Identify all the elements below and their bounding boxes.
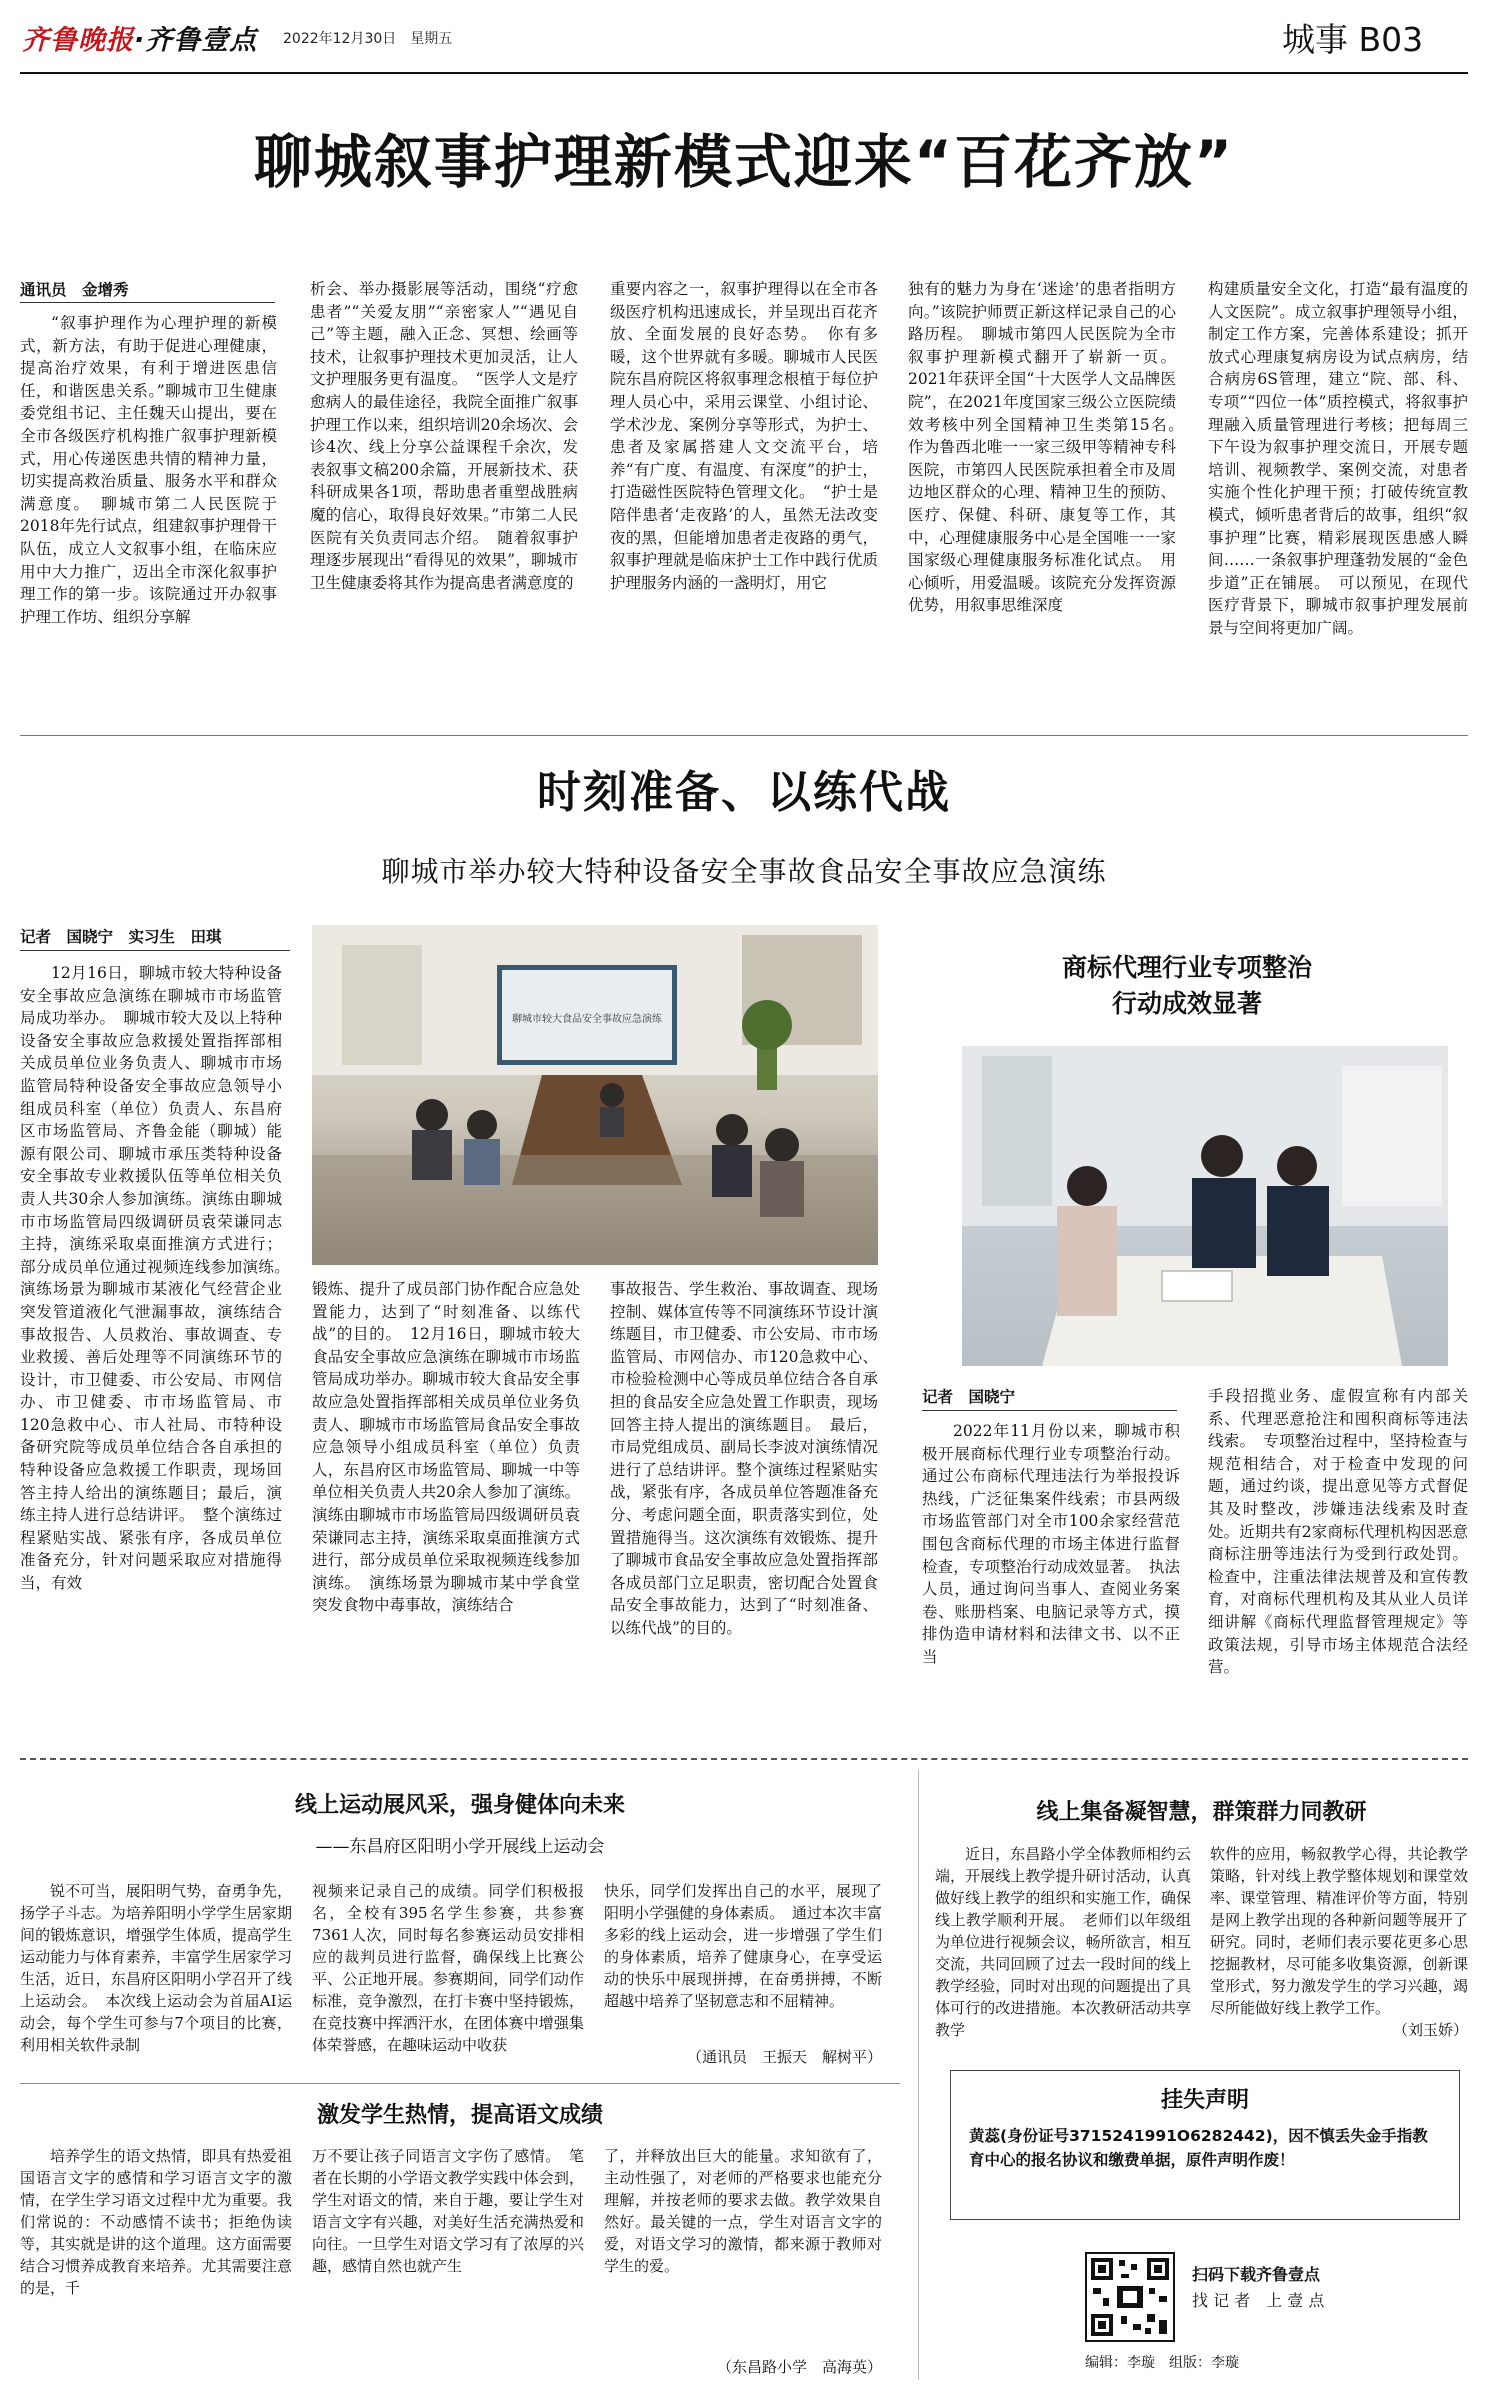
- qr-code-icon[interactable]: [1085, 2252, 1175, 2342]
- column-divider: [918, 1770, 919, 2380]
- article2-title: 时刻准备、以练代战: [537, 767, 951, 818]
- qr-caption-line1: 扫码下载齐鲁壹点: [1192, 2265, 1321, 2284]
- notice-title: 挂失声明: [1160, 2088, 1249, 2113]
- article4-divider: [20, 2083, 900, 2084]
- section-label: 城事 B03: [1282, 20, 1424, 59]
- byline-rule: [922, 1410, 1177, 1411]
- byline-rule: [20, 950, 290, 951]
- article4-col1: 锐不可当，展阳明气势，奋勇争先，扬学子斗志。为培养阳明小学学生居家期间的锻炼意识，增强学生体质，提高学生运动能力与体育素养，丰富学生居家学习生活，近日，东昌府区阳明小学召开了线上运动会。 本次线上运动会为首届AI运动会，每个学生可参与7个项目的比赛，利用相关软件录制: [20, 1882, 292, 2054]
- drill-meeting-photo: [312, 925, 878, 1265]
- notice-body: 黄蕊(身份证号3715241991O6282442)，因不慎丢失金手指教育中心的报名协议和缴费单据，原件声明作废！: [969, 2127, 1428, 2169]
- article1-col3: 重要内容之一，叙事护理得以在全市各级医疗机构迅速成长，并呈现出百花齐放、全面发展的良好态势。 你有多暖，这个世界就有多暖。聊城市人民医院东昌府院区将叙事理念根植于每位护理人员心中，采用云课堂、小组讨论、学术沙龙、案例分享等形式，为护士、患者及家属搭建人文交流平台，培养“有广度、有温度、有深度”的护士，打造磁性医院特色管理文化。 “护士是陪伴患者‘走夜路’的人，虽然无法改变夜的黑，但能增加患者走夜路的勇气，叙事护理就是临床护士工作中践行优质护理服务内涵的一盏明灯，用它: [610, 280, 878, 592]
- article5-col1: 培养学生的语文热情，即具有热爱祖国语言文字的感情和学习语言文字的激情，在学生学习语文过程中尤为重要。我们常说的：不动感情不读书；拒绝伪读等，其实就是讲的这个道理。这方面需要结合习惯养成教育来培养。尤其需要注意的是，千: [20, 2147, 292, 2297]
- issue-date: 2022年12月30日 星期五: [283, 31, 453, 47]
- article1-col1: “叙事护理作为心理护理的新模式，新方法，有助于促进心理健康，提高治疗效果，有利于增进医患信任，和谐医患关系。”聊城市卫生健康委党组书记、主任魏天山提出，要在全市各级医疗机构推广叙事护理新模式，用心传递医患共情的精神力量，切实提高救治质量、服务水平和群众满意度。 聊城市第二人民医院于2018年先行试点，组建叙事护理骨干队伍，成立人文叙事小组，在临床应用中大力推广，迈出全市深化叙事护理工作的第一步。该院通过开办叙事护理工作坊、组织分享解: [20, 314, 277, 626]
- article5-col3: 了，并释放出巨大的能量。求知欲有了，主动性强了，对老师的严格要求也能充分理解，并按老师的要求去做。教学效果自然好。最关键的一点，学生对语言文字的爱，对语文学习的激情，都来源于教师对学生的爱。: [604, 2147, 882, 2275]
- article4-sign: （通讯员 王振天 解树平）: [686, 2048, 882, 2066]
- article4-subtitle: ——东昌府区阳明小学开展线上运动会: [315, 1837, 605, 1857]
- article1-col4: 独有的魅力为身在‘迷途’的患者指明方向。”该院护师贾正新这样记录自己的心路历程。 聊城市第四人民医院为全市叙事护理新模式翻开了崭新一页。2021年获评全国“十大医学人文品牌医院”，在2021年度国家三级公立医院绩效考核中列全国精神卫生类第15名。 作为鲁西北唯一一家三级甲等精神专科医院，市第四人民医院承担着全市及周边地区群众的心理、精神卫生的预防、医疗、保健、科研、康复等工作，其中，心理健康服务中心是全国唯一一家国家级心理健康服务标准化试点。 用心倾听，用爱温暖。该院充分发挥资源优势，用叙事思维深度: [908, 280, 1192, 615]
- qr-caption-line2: 找 记 者 上 壹 点: [1192, 2291, 1325, 2310]
- article3-byline: 记者 国晓宁: [922, 1388, 1016, 1406]
- article2-col3: 事故报告、学生救治、事故调查、现场控制、媒体宣传等不同演练环节设计演练题目，市卫健委、市公安局、市市场监管局、市网信办、市120急救中心、市检验检测中心等成员单位结合各自承担的食品安全应急处置工作职责，现场回答主持人提出的演练题目。 最后，市局党组成员、副局长李波对演练情况进行了总结讲评。整个演练过程紧贴实战，紧张有序，各成员单位答题准备充分、考虑问题全面，职责落实到位，处置措施得当。这次演练有效锻炼、提升了聊城市食品安全事故应急处置指挥部各成员部门立足职责，密切配合处置食品安全事故能力，达到了“时刻准备、以练代战”的目的。: [610, 1280, 878, 1637]
- article2-subtitle: 聊城市举办较大特种设备安全事故食品安全事故应急演练: [381, 855, 1107, 888]
- article5-col2: 万不要让孩子同语言文字伤了感情。 笔者在长期的小学语文教学实践中体会到，学生对语文的情，来自于趣，要让学生对语言文字有兴趣，对美好生活充满热爱和向往。一旦学生对语文学习有了浓厚的兴趣，感情自然也就产生: [312, 2147, 584, 2275]
- article4-col2: 视频来记录自己的成绩。同学们积极报名，全校有395名学生参赛，共参赛7361人次，同时每名参赛运动员安排相应的裁判员进行监督，确保线上比赛公平、公正地开展。参赛期间，同学们动作标准，竞争激烈，在打卡赛中坚持锻炼，在竞技赛中挥洒汗水，在团体赛中增强集体荣誉感，在趣味运动中收获: [312, 1882, 584, 2054]
- editor-credits: 编辑：李璇 组版：李璇: [1085, 2355, 1239, 2371]
- article4-title: 线上运动展风采，强身健体向未来: [294, 1793, 625, 1818]
- photo-screen-text: 聊城市较大食品安全事故应急演练: [512, 1014, 662, 1025]
- section-dashed-divider: [20, 1758, 1468, 1760]
- lost-notice-box: [950, 2070, 1460, 2220]
- article1-title: 聊城叙事护理新模式迎来“百花齐放”: [253, 128, 1235, 196]
- newspaper-logo: 齐鲁晚报·齐鲁壹点: [22, 25, 258, 56]
- article1-col5: 构建质量安全文化，打造“最有温度的人文医院”。成立叙事护理领导小组，制定工作方案，完善体系建设；抓开放式心理康复病房设为试点病房，结合病房6S管理，建立“院、部、科、专项”“四位一体”质控模式，将叙事护理融入质量管理进行考核；把每周三下午设为叙事护理交流日，开展专题培训、视频教学、案例交流，对患者实施个性化护理干预；打破传统宣教模式，倾听患者背后的故事，组织“叙事护理”比赛，精彩展现医患感人瞬间……一条叙事护理蓬勃发展的“金色步道”正在铺展。 可以预见，在现代医疗背景下，聊城市叙事护理发展前景与空间将更加广阔。: [1208, 280, 1468, 637]
- article4-col3: 快乐，同学们发挥出自己的水平，展现了阳明小学强健的身体素质。 通过本次丰富多彩的线上运动会，进一步增强了学生们的身体素质，培养了健康身心，在享受运动的快乐中展现拼搏，在奋勇拼搏，不断超越中培养了坚韧意志和不屈精神。: [604, 1882, 882, 2010]
- article1-divider: [20, 735, 1468, 736]
- inspection-illustration: [962, 1046, 1448, 1366]
- header-divider: [20, 72, 1468, 74]
- article1-byline: 通讯员 金增秀: [20, 281, 129, 299]
- article3-col2: 手段招揽业务、虚假宣称有内部关系、代理恶意抢注和囤积商标等违法线索。 专项整治过程中，坚持检查与规范相结合，对于检查中发现的问题，通过约谈，提出意见等方式督促其及时整改，涉嫌违法线索及时查处。近期共有2家商标代理机构因恶意商标注册等违法行为受到行政处罚。检查中，注重法律法规普及和宣传教育，对商标代理机构及其从业人员详细讲解《商标代理监督管理规定》等政策法规，引导市场主体规范合法经营。: [1208, 1387, 1468, 1677]
- article6-col1: 近日，东昌路小学全体教师相约云端，开展线上教学提升研讨活动，认真做好线上教学的组织和实施工作，确保线上教学顺利开展。 老师们以年级组为单位进行视频会议，畅所欲言，相互交流，共同回顾了过去一段时间的线上教学经验，同时对出现的问题提出了具体可行的改进措施。本次教研活动共享教学: [935, 1845, 1191, 2039]
- article2-byline: 记者 国晓宁 实习生 田琪: [20, 928, 222, 946]
- trademark-inspection-photo: [962, 1046, 1448, 1366]
- article2-col1: 12月16日，聊城市较大特种设备安全事故应急演练在聊城市市场监管局成功举办。 聊城市较大及以上特种设备安全事故应急救援处置指挥部相关成员单位业务负责人、聊城市市场监管局特种设备安全事故应急领导小组成员科室（单位）负责人、东昌府区市场监管局、齐鲁金能（聊城）能源有限公司、聊城市承压类特种设备安全事故专业救援队伍等单位相关负责人共30余人参加演练。演练由聊城市市场监管局四级调研员袁荣谦同志主持，演练采取桌面推演方式进行；部分成员单位通过视频连线参加演练。 演练场景为聊城市某液化气经营企业突发管道液化气泄漏事故，演练结合事故报告、人员救治、事故调查、专业救援、善后处理等不同演练环节的设计，市卫健委、市公安局、市网信办、市卫健委、市市场监管局、市120急救中心、市人社局、市特种设备研究院等成员单位结合各自承担的特种设备应急救援工作职责，现场回答主持人给出的演练题目；最后，演练主持人进行总结讲评。 整个演练过程紧贴实战、紧张有序，各成员单位准备充分，针对问题采取应对措施得当，有效: [20, 964, 298, 1593]
- article1-col2: 析会、举办摄影展等活动，围绕“疗愈患者”“关爱友朋”“亲密家人”“遇见自己”等主题，融入正念、冥想、绘画等技术，让叙事护理技术更加灵活，让人文护理服务更有温度。 “医学人文是疗愈病人的最佳途径，我院全面推广叙事护理工作以来，组织培训20余场次、会诊4次、线上分享公益课程千余次，发表叙事文稿200余篇，开展新技术、获科研成果各1项，帮助患者重塑战胜病魔的信心，取得良好效果。”市第二人民医院有关负责同志介绍。 随着叙事护理逐步展现出“看得见的效果”，聊城市卫生健康委将其作为提高患者满意度的: [310, 280, 578, 592]
- article2-col2: 锻炼、提升了成员部门协作配合应急处置能力，达到了“时刻准备、以练代战”的目的。 12月16日，聊城市较大食品安全事故应急演练在聊城市市场监管局成功举办。聊城市较大食品安全事故应急处置指挥部相关成员单位业务负责人、聊城市市场监管局食品安全事故应急领导小组成员科室（单位）负责人，东昌府区市场监管局、聊城一中等单位相关负责人共20余人参加了演练。演练由聊城市市场监管局四级调研员袁荣谦同志主持，演练采取桌面推演方式进行，部分成员单位采取视频连线参加演练。 演练场景为聊城市某中学食堂突发食物中毒事故，演练结合: [312, 1280, 580, 1615]
- byline-rule: [20, 302, 275, 303]
- article3-col1: 2022年11月份以来，聊城市积极开展商标代理行业专项整治行动。通过公布商标代理违法行为举报投诉热线，广泛征集案件线索；市县两级市场监管部门对全市100余家经营范围包含商标代理的市场主体进行监督检查，专项整治行动成效显著。 执法人员，通过询问当事人、查阅业务案卷、账册档案、电脑记录等方式，摸排伪造申请材料和法律文书、以不正当: [922, 1422, 1180, 1666]
- article5-title: 激发学生热情，提高语文成绩: [316, 2103, 603, 2128]
- article3-title: 商标代理行业专项整治 行动成效显著: [1061, 953, 1312, 1018]
- article5-sign: （东昌路小学 高海英）: [716, 2358, 882, 2376]
- article6-col2: 软件的应用，畅叙教学心得，共论教学策略，针对线上教学整体规划和课堂效率、课堂管理、精准评价等方面，特别是网上教学出现的各种新问题等展开了研究。同时，老师们表示要花更多心思挖掘教材，尽可能多收集资源，创新课堂形式，努力激发学生的学习兴趣，竭尽所能做好线上教学工作。: [1210, 1845, 1468, 2017]
- qr-code-pattern: [1087, 2254, 1173, 2340]
- article6-title: 线上集备凝智慧，群策群力同教研: [1036, 1800, 1367, 1825]
- article6-sign: （刘玉娇）: [1392, 2021, 1468, 2039]
- meeting-room-illustration: [312, 925, 878, 1265]
